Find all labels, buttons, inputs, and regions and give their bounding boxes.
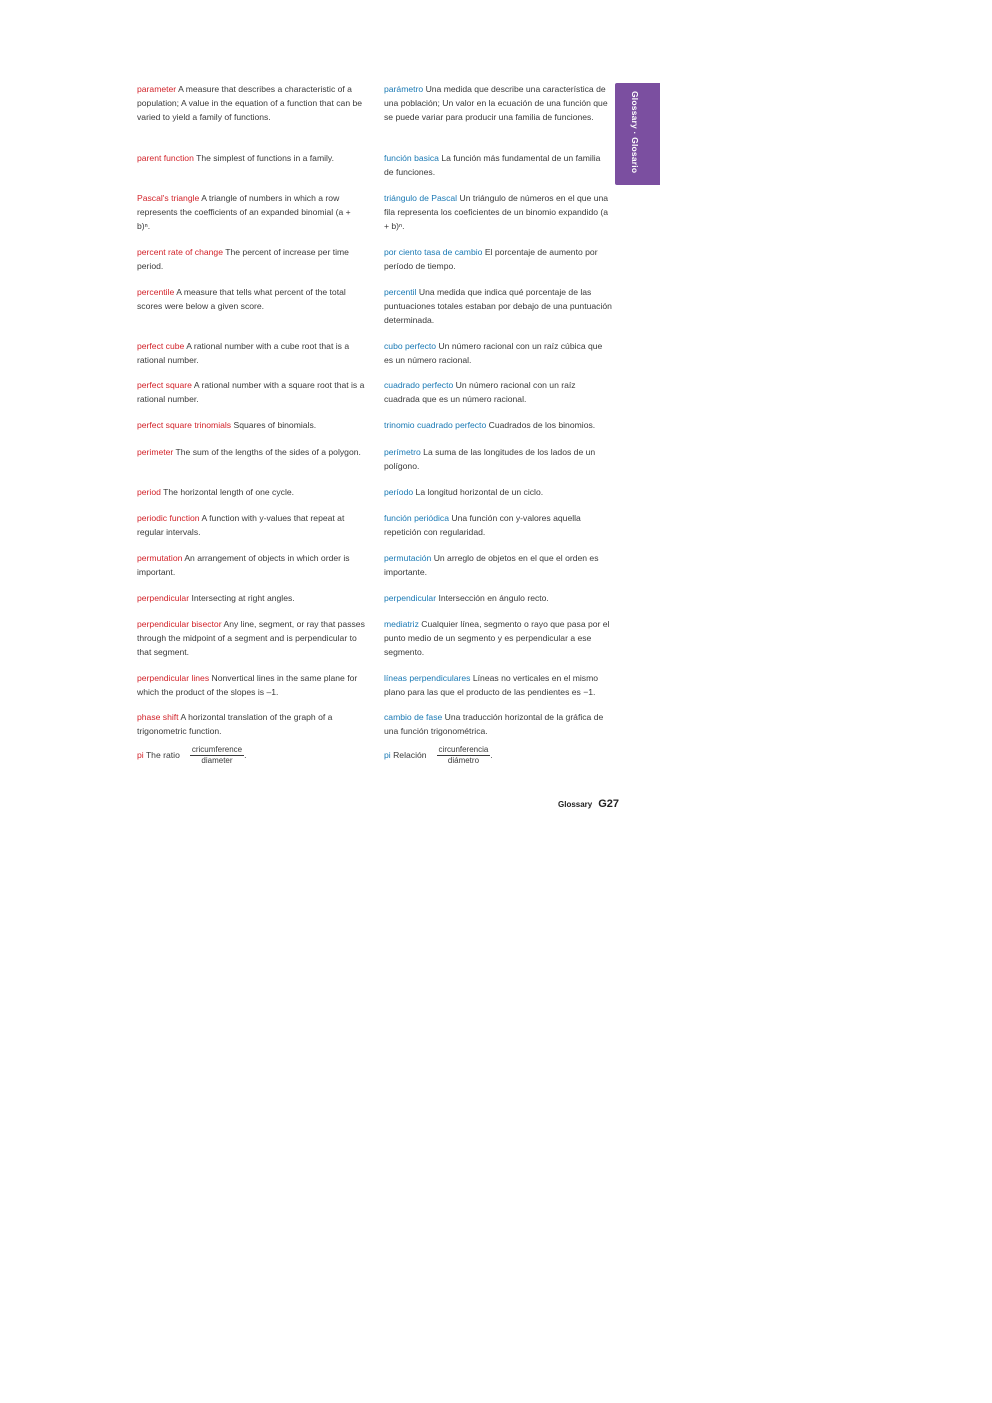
entry-definition: Nonvertical lines in the same plane for which the product of the slopes is –1. — [137, 673, 358, 697]
glossary-entry — [137, 710, 365, 738]
entry-term: Pascal's triangle — [137, 193, 200, 203]
entry-term: permutation — [137, 553, 183, 563]
entry-definition: A triangle of numbers in which a row represents the coefficients of an expanded binomial (a + b)ⁿ. — [137, 193, 351, 231]
entry-term: perímetro — [384, 447, 421, 457]
entry-term: cuadrado perfecto — [384, 380, 454, 390]
glossary-entry — [384, 511, 612, 539]
fraction — [437, 745, 491, 766]
glossary-entry — [384, 191, 612, 233]
entry-definition: Cualquier línea, segmento o rayo que pasa por el punto medio de un segmento y es perpendicular a ese segmento. — [384, 619, 610, 657]
entry-definition: El porcentaje de aumento por período de tiempo. — [384, 247, 598, 271]
glossary-entry — [384, 445, 612, 473]
entry-term: parameter — [137, 84, 177, 94]
entry-definition: Un arreglo de objetos en el que el orden es importante. — [384, 553, 599, 577]
entry-term: mediatriz — [384, 619, 419, 629]
glossary-entry — [137, 591, 365, 605]
side-tab-label: Glossary · Glosario — [630, 91, 640, 174]
glossary-entry — [137, 617, 365, 659]
entry-term: trinomio cuadrado perfecto — [384, 420, 487, 430]
glossary-entry — [384, 285, 612, 327]
entry-definition: Intersecting at right angles. — [191, 593, 295, 603]
entry-term: cubo perfecto — [384, 341, 437, 351]
entry-definition: Relación — [393, 749, 427, 760]
entry-definition: Intersección en ángulo recto. — [438, 593, 549, 603]
glossary-entry — [137, 511, 365, 539]
glossary-entry — [137, 339, 365, 367]
entry-term: perpendicular bisector — [137, 619, 222, 629]
fraction-denominator: diámetro — [447, 756, 480, 765]
glossary-side-tab — [615, 83, 660, 185]
entry-definition: The simplest of functions in a family. — [196, 153, 334, 163]
entry-term: triángulo de Pascal — [384, 193, 458, 203]
entry-term: perpendicular lines — [137, 673, 210, 683]
glossary-entry — [137, 418, 365, 432]
entry-definition: An arrangement of objects in which order is important. — [137, 553, 350, 577]
entry-term: permutación — [384, 553, 432, 563]
fraction-numerator: cricumference — [191, 745, 243, 754]
glossary-entry — [384, 151, 612, 179]
footer-label: Glossary — [558, 800, 593, 809]
glossary-entry: pi Relación $\frac{\text{circunferencia}}{\text{diámetro}}$ . — [384, 745, 493, 765]
entry-term: parámetro — [384, 84, 424, 94]
glossary-entry — [137, 151, 365, 165]
glossary-entry — [384, 591, 612, 605]
entry-definition: A measure that describes a characteristic of a population; A value in the equation of a function that can be varied to yield a family of functions. — [137, 84, 363, 122]
glossary-entry — [384, 551, 612, 579]
glossary-entry — [384, 339, 612, 367]
entry-definition: Un número racional con un raíz cuadrada que es un número racional. — [384, 380, 576, 404]
entry-definition: The horizontal length of one cycle. — [163, 487, 295, 497]
glossary-entry — [137, 551, 365, 579]
entry-term: perpendicular — [137, 593, 190, 603]
glossary-entry — [384, 710, 612, 738]
entry-definition: A rational number with a cube root that is a rational number. — [137, 341, 350, 365]
entry-term: período — [384, 487, 414, 497]
entry-term: líneas perpendiculares — [384, 673, 471, 683]
entry-term: perimeter — [137, 447, 174, 457]
entry-term: period — [137, 487, 161, 497]
entry-term: percentil — [384, 287, 417, 297]
entry-definition: A rational number with a square root that is a rational number. — [137, 380, 365, 404]
entry-term: parent function — [137, 153, 194, 163]
entry-definition: La longitud horizontal de un ciclo. — [415, 487, 544, 497]
entry-definition: Una medida que describe una característica de una población; Un valor en la ecuación de una función que se puede variar para producir una familia de funciones. — [384, 84, 608, 122]
entry-term: perfect square trinomials — [137, 420, 232, 430]
entry-term: función basica — [384, 153, 439, 163]
entry-definition: Un número racional con un raíz cúbica que es un número racional. — [384, 341, 603, 365]
entry-term: percentile — [137, 287, 175, 297]
fraction — [190, 745, 244, 766]
entry-definition: Squares of binomials. — [233, 420, 317, 430]
entry-definition: Any line, segment, or ray that passes through the midpoint of a segment and is perpendicular to that segment. — [137, 619, 365, 657]
glossary-entry — [384, 82, 612, 124]
entry-term: función periódica — [384, 513, 449, 523]
glossary-entry — [137, 285, 365, 313]
page-footer — [558, 794, 619, 812]
glossary-entry — [137, 245, 365, 273]
glossary-entry — [384, 418, 612, 432]
entry-definition: Un triángulo de números en el que una fila representa los coeficientes de un binomio expandido (a + b)ⁿ. — [384, 193, 609, 231]
entry-definition: The sum of the lengths of the sides of a polygon. — [175, 447, 361, 457]
glossary-entry — [137, 485, 365, 499]
glossary-entry: pi The ratio $\frac{\text{cricumference}}{\text{diameter}}$ . — [137, 745, 247, 765]
entry-term: pi — [384, 749, 391, 760]
entry-definition: Una traducción horizontal de la gráfica de una función trigonométrica. — [384, 712, 604, 736]
entry-term: pi — [137, 749, 144, 760]
entry-definition: A measure that tells what percent of the total scores were below a given score. — [137, 287, 346, 311]
entry-definition: Líneas no verticales en el mismo plano para las que el producto de las pendientes es −1. — [384, 673, 599, 697]
glossary-entry — [137, 671, 365, 699]
glossary-entry — [384, 378, 612, 406]
entry-definition: Una función con y-valores aquella repetición con regularidad. — [384, 513, 581, 537]
entry-definition: The percent of increase per time period. — [137, 247, 349, 271]
entry-definition: Cuadrados de los binomios. — [488, 420, 596, 430]
entry-definition: A function with y-values that repeat at regular intervals. — [137, 513, 345, 537]
entry-definition: A horizontal translation of the graph of a trigonometric function. — [137, 712, 333, 736]
entry-term: perfect square — [137, 380, 192, 390]
glossary-entry — [137, 445, 365, 459]
glossary-entry — [137, 378, 365, 406]
glossary-entry — [137, 82, 365, 124]
glossary-entry — [384, 671, 612, 699]
entry-term: percent rate of change — [137, 247, 223, 257]
entry-term: periodic function — [137, 513, 200, 523]
glossary-entry — [384, 245, 612, 273]
entry-definition: The ratio — [145, 749, 180, 760]
entry-definition: La función más fundamental de un familia de funciones. — [384, 153, 601, 177]
glossary-entry — [384, 485, 612, 499]
page-number: G27 — [598, 798, 620, 810]
entry-term: perpendicular — [384, 593, 437, 603]
fraction-numerator: circunferencia — [438, 745, 489, 754]
glossary-entry — [137, 191, 365, 233]
entry-definition: Una medida que indica qué porcentaje de las puntuaciones totales estaban por debajo de una puntuación determinada. — [384, 287, 612, 325]
entry-term: cambio de fase — [384, 712, 443, 722]
glossary-entry — [384, 617, 612, 659]
entry-definition: La suma de las longitudes de los lados de un polígono. — [384, 447, 596, 471]
entry-term: perfect cube — [137, 341, 185, 351]
fraction-denominator: diameter — [201, 756, 233, 765]
entry-term: por ciento tasa de cambio — [384, 247, 483, 257]
entry-term: phase shift — [137, 712, 179, 722]
